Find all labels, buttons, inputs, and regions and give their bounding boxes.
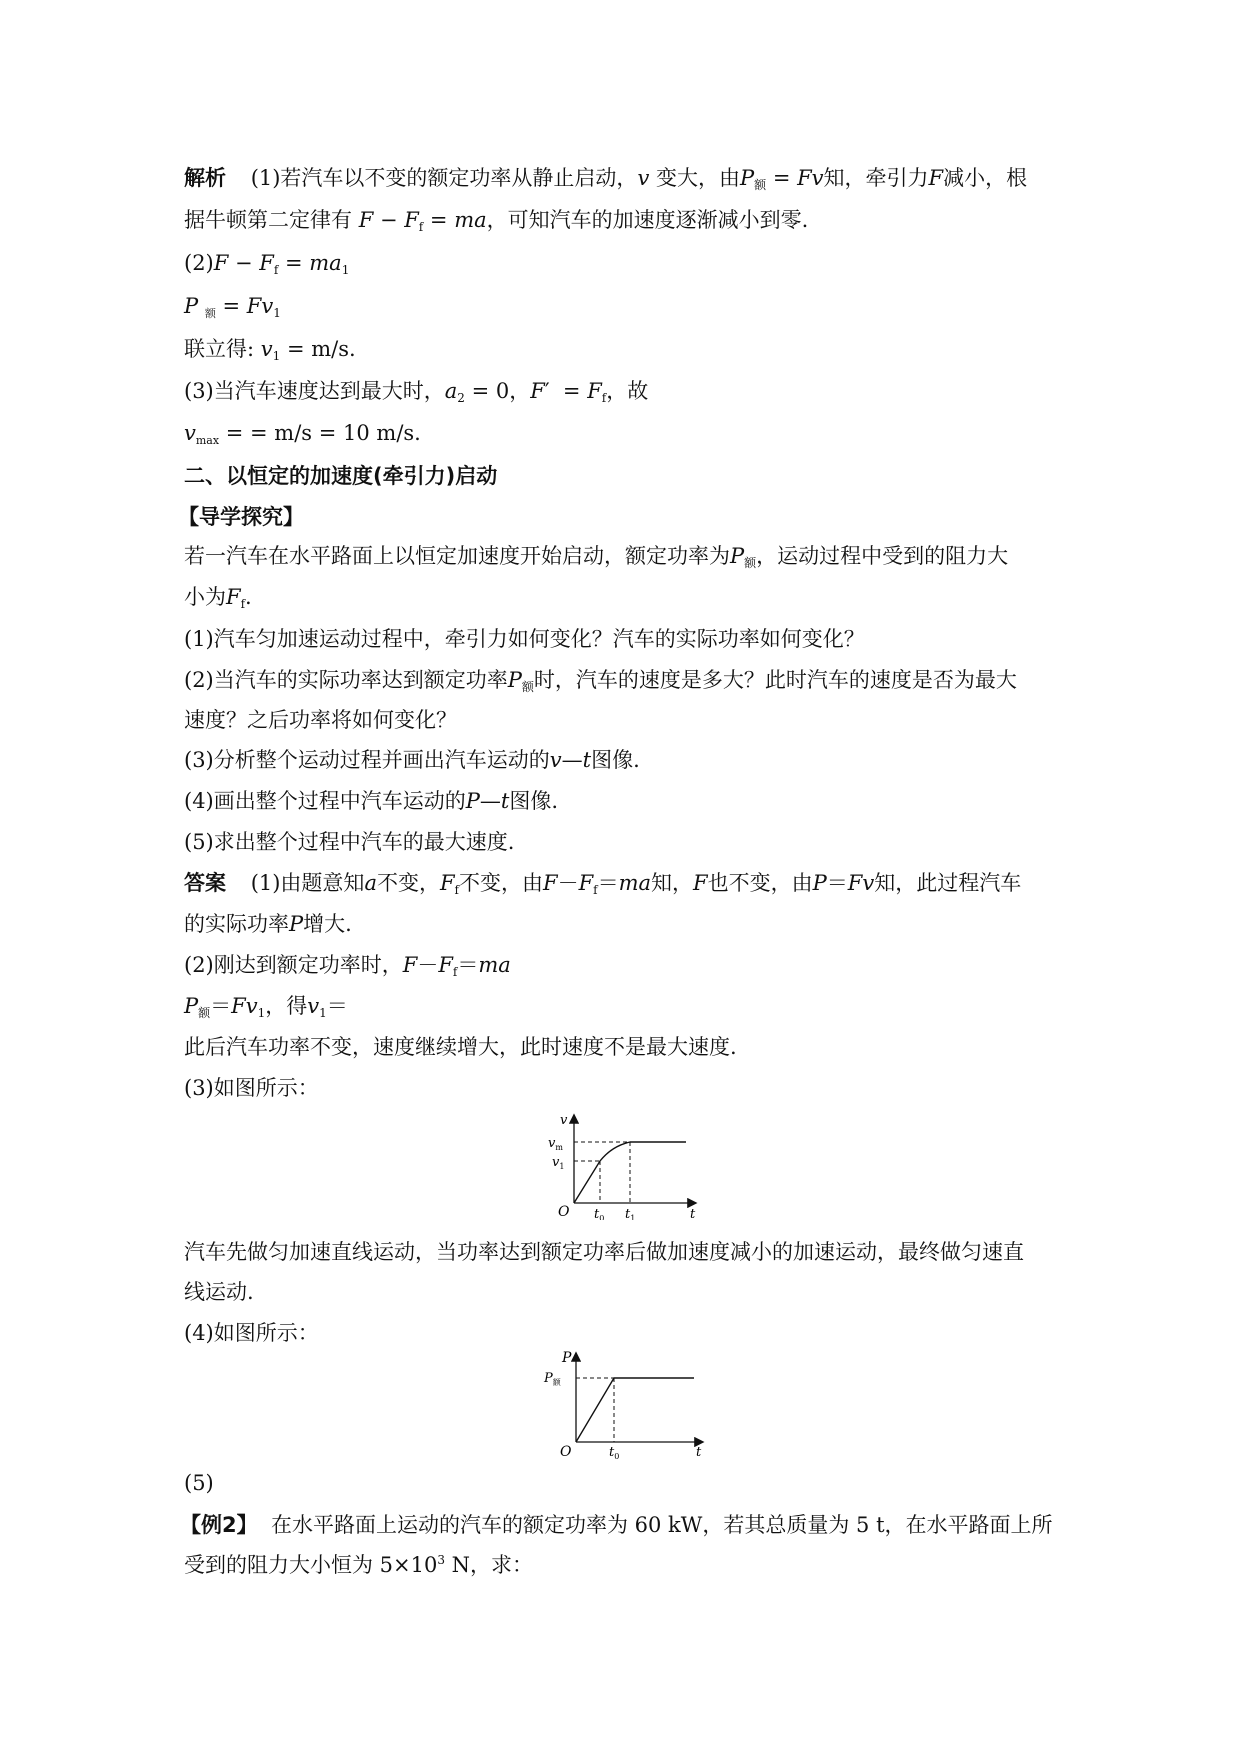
question-intro-1: 若一汽车在水平路面上以恒定加速度开始启动，额定功率为$P_额$，运动过程中受到的阻力大 — [184, 544, 1009, 570]
v-t-y-label: v — [560, 1113, 568, 1128]
answer-line-5: 此后汽车功率不变，速度继续增大，此时速度不是最大速度. — [184, 1035, 737, 1059]
answer-line-8: 线运动. — [184, 1280, 254, 1304]
v-t-x-label: t — [690, 1207, 696, 1220]
answer-line-7: 汽车先做匀加速直线运动，当功率达到额定功率后做加速度减小的加速运动，最终做匀速直 — [184, 1240, 1024, 1264]
answer-line-9: (4)如图所示： — [184, 1321, 319, 1345]
v-t-vm-label: $v_m$ — [548, 1136, 563, 1152]
v-t-v1-label: $v_1$ — [552, 1155, 565, 1171]
question-2-cont: 速度？之后功率将如何变化？ — [184, 708, 457, 732]
answer-line-2: 的实际功率P增大. — [184, 912, 352, 936]
analysis-line-5: 联立得: $v_1 = m/s$. — [184, 337, 356, 363]
answer-label: 答案 — [184, 871, 226, 895]
question-5: (5)求出整个过程中汽车的最大速度. — [184, 830, 515, 854]
analysis-label: 解析 — [184, 166, 226, 190]
p-t-x-label: t — [696, 1445, 702, 1460]
guide-header: 【导学探究】 — [178, 505, 304, 529]
p-t-graph — [530, 1348, 730, 1460]
question-3: (3)分析整个运动过程并画出汽车运动的v—t图像. — [184, 748, 640, 772]
p-t-curve — [576, 1378, 694, 1442]
answer-line-3: (2)刚达到额定功率时，$F-F_f=ma$ — [184, 953, 511, 979]
analysis-line-4: P $_额 = Fv_1$ — [184, 294, 281, 320]
answer-line-4: $P_额=Fv_1$，得$v_1=$ — [184, 994, 348, 1020]
analysis-line-3: $(2)F - F_f = ma_1$ — [184, 251, 350, 277]
p-t-y-label: P — [562, 1350, 572, 1366]
p-t-t0-label: $t_0$ — [609, 1445, 620, 1460]
analysis-line-7: $v_{max}$ = = m/s = 10 m/s. — [184, 421, 421, 447]
p-t-rated-label: $P_额$ — [544, 1371, 561, 1387]
answer-line-10: (5) — [184, 1471, 214, 1495]
answer-line-6: (3)如图所示： — [184, 1076, 319, 1100]
question-1: (1)汽车匀加速运动过程中，牵引力如何变化？汽车的实际功率如何变化？ — [184, 627, 865, 651]
answer-line-1: 答案 (1)由题意知a不变，$F_f$不变，由$F-F_f=ma$知，F也不变，由P＝Fv知，此过程汽车 — [184, 871, 1022, 897]
v-t-t1-label: $t_1$ — [625, 1207, 636, 1220]
v-t-t0-label: $t_0$ — [594, 1207, 605, 1220]
v-t-origin: O — [558, 1204, 570, 1220]
example-label: 【例2】 — [180, 1513, 258, 1537]
analysis-line-6: (3)当汽车速度达到最大时，$a_2 = 0$，$F' = F_f$，故 — [184, 379, 649, 405]
analysis-line-1: 解析 (1)若汽车以不变的额定功率从静止启动，v 变大，由$P_额 = Fv$知，牵引力F减小，根 — [184, 166, 1028, 192]
analysis-line-2: 据牛顿第二定律有 $F - F_f$ = ma，可知汽车的加速度逐渐减小到零. — [184, 208, 809, 234]
example-line-1: 【例2】 在水平路面上运动的汽车的额定功率为 60 kW，若其总质量为 5 t，在水平路面上所 — [180, 1513, 1053, 1537]
question-2: (2)当汽车的实际功率达到额定功率$P_额$时，汽车的速度是多大？此时汽车的速度是否为最大 — [184, 668, 1017, 694]
v-t-graph — [530, 1110, 730, 1220]
section-title: 二、以恒定的加速度(牵引力)启动 — [184, 464, 498, 488]
example-line-2: 受到的阻力大小恒为 $5\times 10^3$ N，求： — [184, 1553, 534, 1577]
question-4: (4)画出整个过程中汽车运动的P—t图像. — [184, 789, 559, 813]
p-t-origin: O — [560, 1444, 572, 1460]
question-intro-2: 小为$F_f$. — [184, 585, 252, 611]
